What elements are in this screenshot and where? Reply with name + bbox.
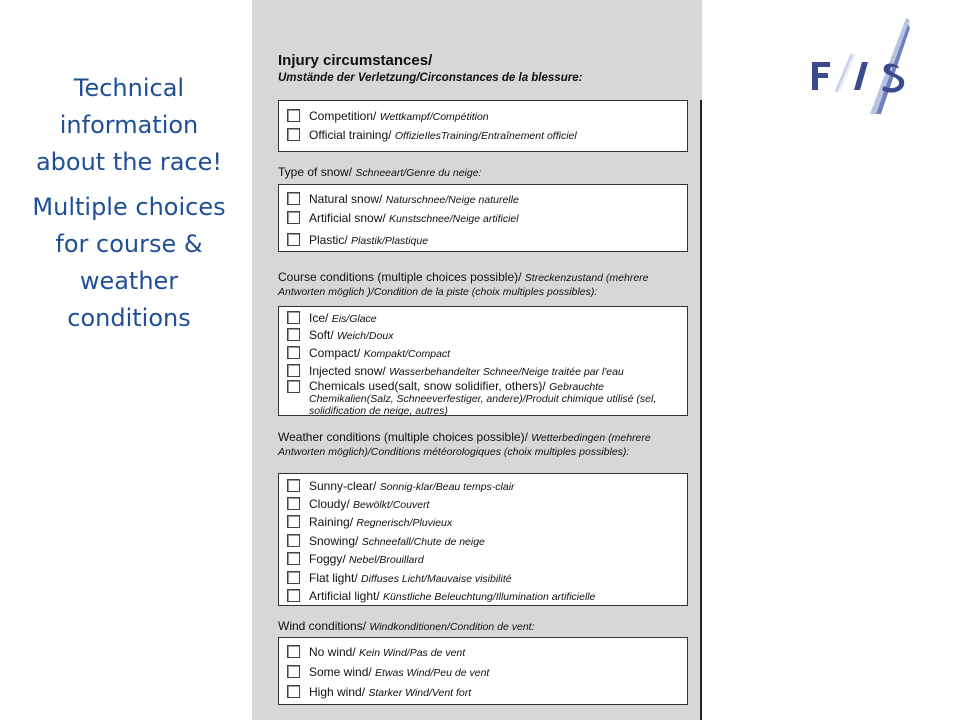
- checkbox[interactable]: [287, 571, 300, 584]
- checkbox[interactable]: [287, 552, 300, 565]
- heading-translation: Wetterbedingen (mehrere Antworten möglich)/Conditions météorologiques (choix multiples possibles):: [278, 432, 651, 458]
- checkbox[interactable]: [287, 380, 300, 393]
- checkbox-row[interactable]: [287, 480, 683, 493]
- option-label-translation: Diffuses Licht/Mauvaise visibilité: [361, 573, 512, 585]
- option-label: Flat light/: [309, 571, 358, 585]
- injury-form: [252, 0, 702, 720]
- checkbox-row[interactable]: [287, 365, 683, 378]
- section-box-competition: [278, 100, 688, 152]
- section-heading-snow: [278, 166, 698, 180]
- checkbox[interactable]: [287, 128, 300, 141]
- option-label: Chemicals used(salt, snow solidifier, others)/: [309, 379, 546, 393]
- option-label: Raining/: [309, 515, 354, 529]
- checkbox-row[interactable]: [287, 329, 683, 342]
- checkbox[interactable]: [287, 685, 300, 698]
- form-subtitle: Umstände der Verletzung/Circonstances de la blessure:: [278, 72, 583, 84]
- section-box-course: [278, 306, 688, 416]
- option-label: Compact/: [309, 346, 361, 360]
- option-label-translation: Etwas Wind/Peu de vent: [375, 667, 490, 679]
- option-label-translation: Sonnig-klar/Beau temps-clair: [379, 481, 515, 493]
- option-label: Ice/: [309, 311, 329, 325]
- checkbox-row[interactable]: [287, 110, 683, 123]
- callout-text: [30, 70, 228, 345]
- option-label-translation: Weich/Doux: [337, 330, 394, 342]
- checkbox-row[interactable]: [287, 381, 683, 417]
- option-label: Artificial snow/: [309, 211, 386, 225]
- option-label: Competition/: [309, 109, 377, 123]
- checkbox-row[interactable]: [287, 498, 683, 511]
- checkbox-row[interactable]: [287, 129, 683, 142]
- checkbox[interactable]: [287, 233, 300, 246]
- callout-line-1: Technical information about the race!: [35, 74, 223, 176]
- option-label-translation: Kein Wind/Pas de vent: [359, 647, 466, 659]
- section-heading-course: [278, 271, 698, 299]
- option-label-translation: Plastik/Plastique: [351, 235, 429, 247]
- heading-translation: Schneeart/Genre du neige:: [355, 167, 482, 179]
- option-label-translation: Kunstschnee/Neige artificiel: [389, 213, 519, 225]
- option-label: Natural snow/: [309, 192, 383, 206]
- option-label: Sunny-clear/: [309, 479, 377, 493]
- section-heading-wind: [278, 620, 698, 634]
- section-heading-weather: [278, 431, 698, 459]
- checkbox[interactable]: [287, 645, 300, 658]
- option-label: Foggy/: [309, 552, 346, 566]
- section-box-snow: [278, 184, 688, 252]
- option-label-translation: Bewölkt/Couvert: [353, 499, 430, 511]
- option-label: Official training/: [309, 128, 392, 142]
- checkbox[interactable]: [287, 665, 300, 678]
- section-box-wind: [278, 637, 688, 705]
- checkbox-row[interactable]: [287, 193, 683, 206]
- checkbox[interactable]: [287, 346, 300, 359]
- checkbox-row[interactable]: [287, 234, 683, 247]
- checkbox-row[interactable]: [287, 590, 683, 603]
- heading-text: Course conditions (multiple choices possible)/: [278, 270, 522, 284]
- option-label: Plastic/: [309, 233, 348, 247]
- heading-translation: Windkonditionen/Condition de vent:: [369, 621, 535, 633]
- option-label-translation: Künstliche Beleuchtung/Illumination artificielle: [383, 591, 596, 603]
- option-label: Snowing/: [309, 534, 359, 548]
- panel-edge-line: [700, 100, 702, 720]
- checkbox-row[interactable]: [287, 312, 683, 325]
- checkbox[interactable]: [287, 192, 300, 205]
- option-label-translation: Gebrauchte Chemikalien(Salz, Schneeverfestiger, andere)/Produit chimique utilisé (sel, solidification de neige, autres): [309, 381, 657, 417]
- checkbox[interactable]: [287, 211, 300, 224]
- checkbox[interactable]: [287, 515, 300, 528]
- checkbox[interactable]: [287, 479, 300, 492]
- option-label: High wind/: [309, 685, 366, 699]
- heading-text: Wind conditions/: [278, 619, 367, 633]
- checkbox[interactable]: [287, 311, 300, 324]
- section-box-weather: [278, 473, 688, 606]
- checkbox-row[interactable]: [287, 535, 683, 548]
- option-label-translation: Schneefall/Chute de neige: [361, 536, 485, 548]
- heading-translation: Streckenzustand (mehrere Antworten möglich )/Condition de la piste (choix multiples possibles):: [278, 272, 649, 298]
- heading-text: Weather conditions (multiple choices possible)/: [278, 430, 528, 444]
- checkbox[interactable]: [287, 109, 300, 122]
- checkbox-row[interactable]: [287, 572, 683, 585]
- checkbox-row[interactable]: [287, 516, 683, 529]
- option-label-translation: Wettkampf/Compétition: [379, 111, 489, 123]
- checkbox[interactable]: [287, 364, 300, 377]
- option-label-translation: Naturschnee/Neige naturelle: [385, 194, 519, 206]
- checkbox[interactable]: [287, 497, 300, 510]
- form-title: Injury circumstances/: [278, 52, 433, 69]
- callout-line-2: Multiple choices for course & weather conditions: [32, 193, 226, 332]
- option-label-translation: Nebel/Brouillard: [349, 554, 424, 566]
- option-label-translation: Regnerisch/Pluvieux: [356, 517, 453, 529]
- checkbox-row[interactable]: [287, 347, 683, 360]
- checkbox-row[interactable]: [287, 666, 683, 679]
- heading-text: Type of snow/: [278, 165, 353, 179]
- checkbox-row[interactable]: [287, 553, 683, 566]
- option-label-translation: OffizieIlesTraining/Entraînement officiel: [394, 130, 577, 142]
- checkbox[interactable]: [287, 328, 300, 341]
- option-label: Injected snow/: [309, 364, 386, 378]
- option-label-translation: Starker Wind/Vent fort: [368, 687, 472, 699]
- option-label-translation: Wasserbehandelter Schnee/Neige traitée par l'eau: [389, 366, 624, 378]
- option-label-translation: Eis/Glace: [331, 313, 377, 325]
- option-label: Some wind/: [309, 665, 372, 679]
- option-label: Soft/: [309, 328, 334, 342]
- option-label-translation: Kompakt/Compact: [363, 348, 451, 360]
- option-label: Artificial light/: [309, 589, 380, 603]
- checkbox-row[interactable]: [287, 686, 683, 699]
- checkbox[interactable]: [287, 589, 300, 602]
- checkbox[interactable]: [287, 534, 300, 547]
- option-label: Cloudy/: [309, 497, 350, 511]
- option-label: No wind/: [309, 645, 356, 659]
- checkbox-row[interactable]: [287, 212, 683, 225]
- fis-logo-icon: [806, 10, 916, 120]
- checkbox-row[interactable]: [287, 646, 683, 659]
